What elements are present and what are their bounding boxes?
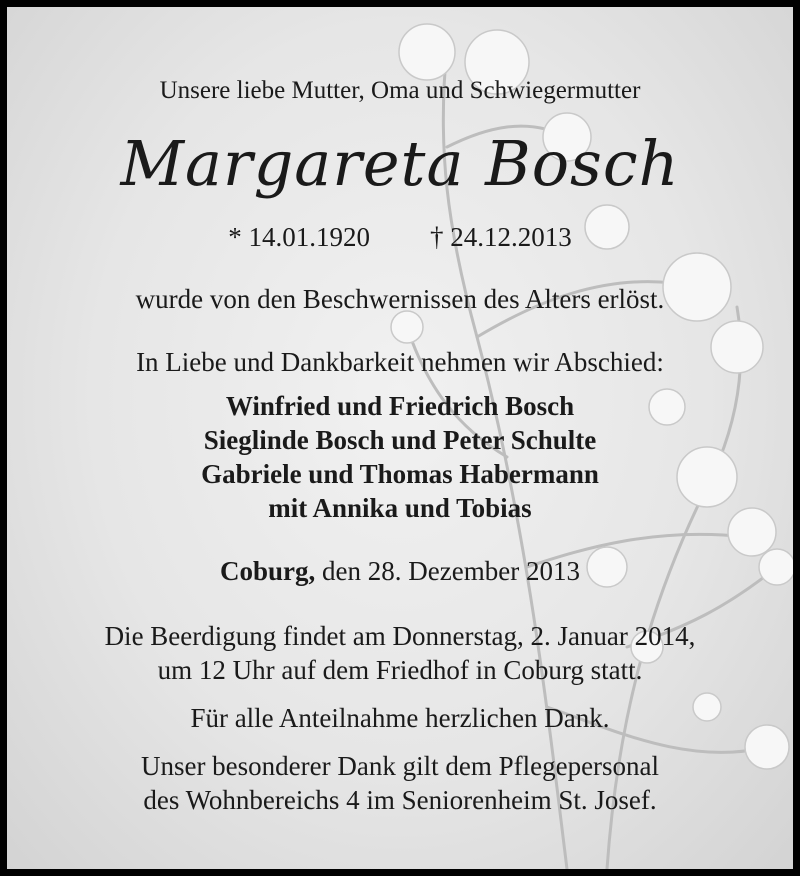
obituary-text: [7, 7, 793, 869]
birth-date: * 14.01.1920: [228, 222, 370, 252]
mourner-line: Sieglinde Bosch und Peter Schulte: [203, 425, 597, 455]
special-thanks-line: des Wohnbereichs 4 im Seniorenheim St. Josef.: [143, 785, 657, 815]
life-dates: [7, 222, 793, 253]
special-thanks-line: Unser besonderer Dank gilt dem Pflegepersonal: [140, 751, 660, 781]
intro-text: Unsere liebe Mutter, Oma und Schwiegermutter: [159, 77, 641, 104]
farewell-text: In Liebe und Dankbarkeit nehmen wir Abschied:: [136, 347, 664, 377]
place-date-line: [7, 556, 793, 587]
mourner-line: Winfried und Friedrich Bosch: [225, 391, 575, 421]
funeral-line: Die Beerdigung findet am Donnerstag, 2. Januar 2014,: [104, 621, 696, 651]
mourner-line: mit Annika und Tobias: [268, 493, 532, 523]
notice-date: den 28. Dezember 2013: [315, 556, 580, 586]
released-text: wurde von den Beschwernissen des Alters erlöst.: [135, 284, 665, 314]
deceased-name: Margareta Bosch: [120, 127, 680, 200]
place-name: Coburg,: [220, 556, 316, 586]
funeral-line: um 12 Uhr auf dem Friedhof in Coburg statt.: [157, 655, 643, 685]
death-date: † 24.12.2013: [430, 222, 572, 252]
mourner-line: Gabriele und Thomas Habermann: [201, 459, 599, 489]
thanks-text: Für alle Anteilnahme herzlichen Dank.: [190, 703, 610, 733]
